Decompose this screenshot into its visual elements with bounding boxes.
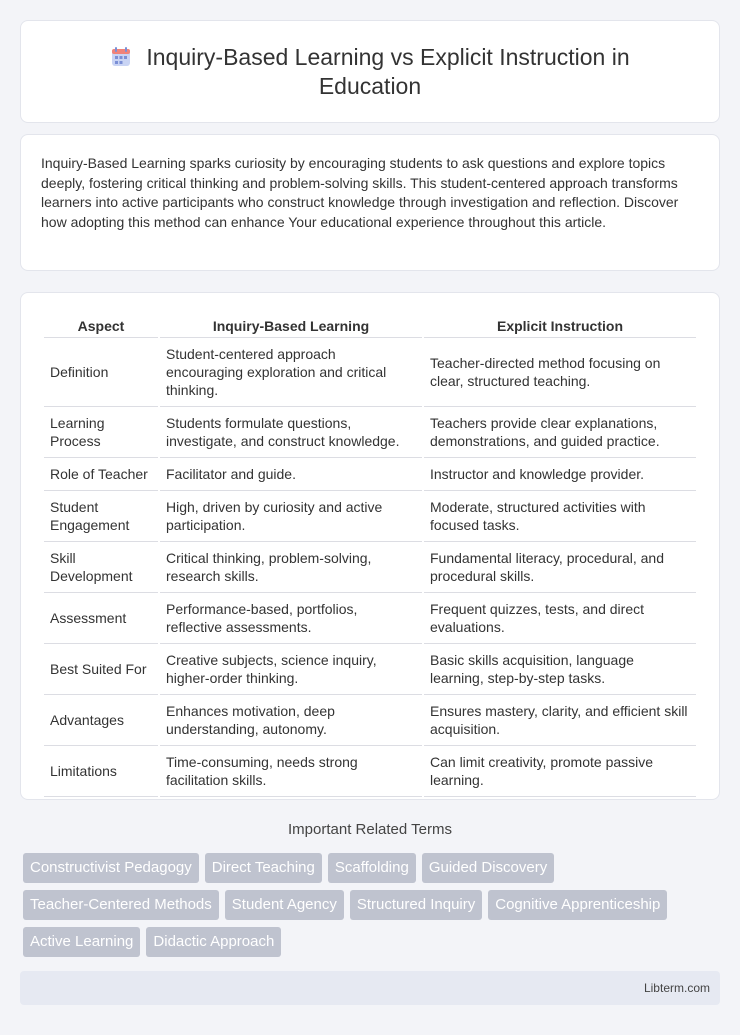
related-term-tag[interactable]: Structured Inquiry (350, 890, 482, 920)
footer-site-link[interactable]: Libterm.com (643, 981, 710, 995)
related-term-tag[interactable]: Cognitive Apprenticeship (488, 890, 667, 920)
table-row (44, 491, 696, 542)
row-inquiry: Time-consuming, needs strong facilitation skills. (160, 746, 422, 797)
related-term-tag[interactable]: Student Agency (225, 890, 344, 920)
related-terms-list (23, 853, 723, 964)
row-explicit: Can limit creativity, promote passive learning. (424, 746, 696, 797)
related-term-tag[interactable]: Constructivist Pedagogy (23, 853, 199, 883)
related-term-tag[interactable]: Teacher-Centered Methods (23, 890, 219, 920)
calendar-icon (110, 46, 132, 68)
related-term-tag[interactable]: Didactic Approach (146, 927, 281, 957)
related-term-tag[interactable]: Direct Teaching (205, 853, 322, 883)
comparison-table (42, 315, 698, 797)
table-header-row (44, 315, 696, 338)
page-title (80, 43, 660, 101)
row-explicit: Moderate, structured activities with focused tasks. (424, 491, 696, 542)
row-inquiry: Enhances motivation, deep understanding, autonomy. (160, 695, 422, 746)
table-row (44, 644, 696, 695)
header-card (20, 20, 720, 123)
row-inquiry: High, driven by curiosity and active participation. (160, 491, 422, 542)
page-title-text: Inquiry-Based Learning vs Explicit Instruction in Education (146, 44, 630, 99)
intro-paragraph: Inquiry-Based Learning sparks curiosity by encouraging students to ask questions and explore topics deeply, fostering critical thinking and problem-solving skills. This student-centered approach transforms learners into active participants who construct knowledge through investigation and reflection. Discover how adopting this method can enhance Your educational experience throughout this article. (41, 155, 679, 230)
row-aspect: Skill Development (44, 542, 158, 593)
header-aspect: Aspect (44, 315, 158, 338)
row-explicit: Basic skills acquisition, language learning, step-by-step tasks. (424, 644, 696, 695)
row-aspect: Advantages (44, 695, 158, 746)
row-inquiry: Students formulate questions, investigate, and construct knowledge. (160, 407, 422, 458)
row-aspect: Limitations (44, 746, 158, 797)
table-row (44, 695, 696, 746)
row-inquiry: Creative subjects, science inquiry, higher-order thinking. (160, 644, 422, 695)
row-aspect: Assessment (44, 593, 158, 644)
footer (20, 971, 720, 1005)
row-inquiry: Facilitator and guide. (160, 458, 422, 491)
row-explicit: Ensures mastery, clarity, and efficient skill acquisition. (424, 695, 696, 746)
comparison-card (20, 292, 720, 800)
row-aspect: Role of Teacher (44, 458, 158, 491)
related-term-tag[interactable]: Guided Discovery (422, 853, 554, 883)
row-explicit: Teachers provide clear explanations, demonstrations, and guided practice. (424, 407, 696, 458)
table-row (44, 746, 696, 797)
row-inquiry: Critical thinking, problem-solving, research skills. (160, 542, 422, 593)
row-explicit: Fundamental literacy, procedural, and procedural skills. (424, 542, 696, 593)
table-row (44, 338, 696, 407)
row-aspect: Best Suited For (44, 644, 158, 695)
related-terms-title: Important Related Terms (288, 821, 452, 838)
table-row (44, 542, 696, 593)
table-row (44, 458, 696, 491)
table-row (44, 593, 696, 644)
row-inquiry: Student-centered approach encouraging exploration and critical thinking. (160, 338, 422, 407)
row-explicit: Instructor and knowledge provider. (424, 458, 696, 491)
row-aspect: Definition (44, 338, 158, 407)
intro-card (20, 134, 720, 271)
related-term-tag[interactable]: Scaffolding (328, 853, 416, 883)
row-inquiry: Performance-based, portfolios, reflective assessments. (160, 593, 422, 644)
row-explicit: Frequent quizzes, tests, and direct evaluations. (424, 593, 696, 644)
header-explicit: Explicit Instruction (424, 315, 696, 338)
row-explicit: Teacher-directed method focusing on clear, structured teaching. (424, 338, 696, 407)
row-aspect: Learning Process (44, 407, 158, 458)
table-row (44, 407, 696, 458)
header-inquiry: Inquiry-Based Learning (160, 315, 422, 338)
row-aspect: Student Engagement (44, 491, 158, 542)
related-term-tag[interactable]: Active Learning (23, 927, 140, 957)
